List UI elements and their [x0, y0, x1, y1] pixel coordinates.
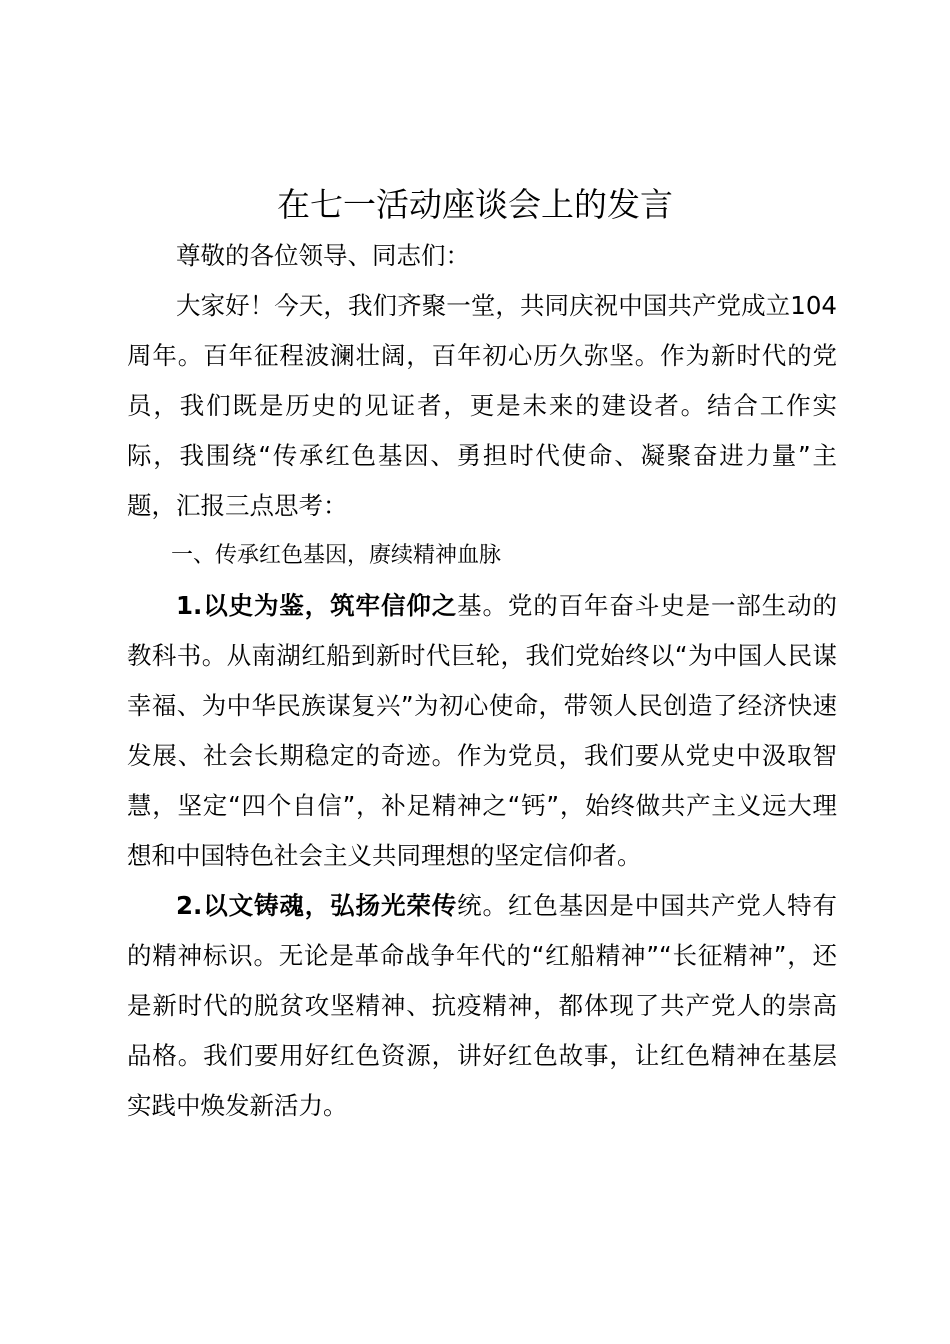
document-title: 在七一活动座谈会上的发言: [277, 185, 673, 224]
section-heading: 一、传承红色基因，赓续精神血脉: [171, 543, 502, 568]
salutation: 尊敬的各位领导、同志们：: [176, 241, 470, 270]
intro-paragraph: 大家好！今天，我们齐聚一堂，共同庆祝中国共产党成立104周年。百年征程波澜壮阔，百年初心历久弥坚。作为新时代的党员，我们既是历史的见证者，更是未来的建设者。结合工作实际，我围绕“传承红色基因、勇担时代使命、凝聚奋进力量”主题，汇报三点思考：: [127, 291, 837, 520]
point-text-1: 基。党的百年奋斗史是一部生动的教科书。从南湖红船到新时代巨轮，我们党始终以“为中国人民谋幸福、为中华民族谋复兴”为初心使命，带领人民创造了经济快速发展、社会长期稳定的奇迹。作为党员，我们要从党史中汲取智慧，坚定“四个自信”，补足精神之“钙”，始终做共产主义远大理想和中国特色社会主义共同理想的坚定信仰者。: [127, 591, 838, 870]
point-paragraph-1: [127, 581, 837, 881]
point-lead-1: 1.以史为鉴，筑牢信仰之: [176, 591, 458, 620]
document-body: [127, 231, 837, 1131]
point-lead-2: 2.以文铸魂，弘扬光荣传: [176, 891, 458, 920]
point-text-2: 统。红色基因是中国共产党人特有的精神标识。无论是革命战争年代的“红船精神”“长征精神”，还是新时代的脱贫攻坚精神、抗疫精神，都体现了共产党人的崇高品格。我们要用好红色资源，讲好红色故事，让红色精神在基层实践中焕发新活力。: [127, 891, 838, 1120]
point-paragraph-2: [127, 881, 837, 1131]
